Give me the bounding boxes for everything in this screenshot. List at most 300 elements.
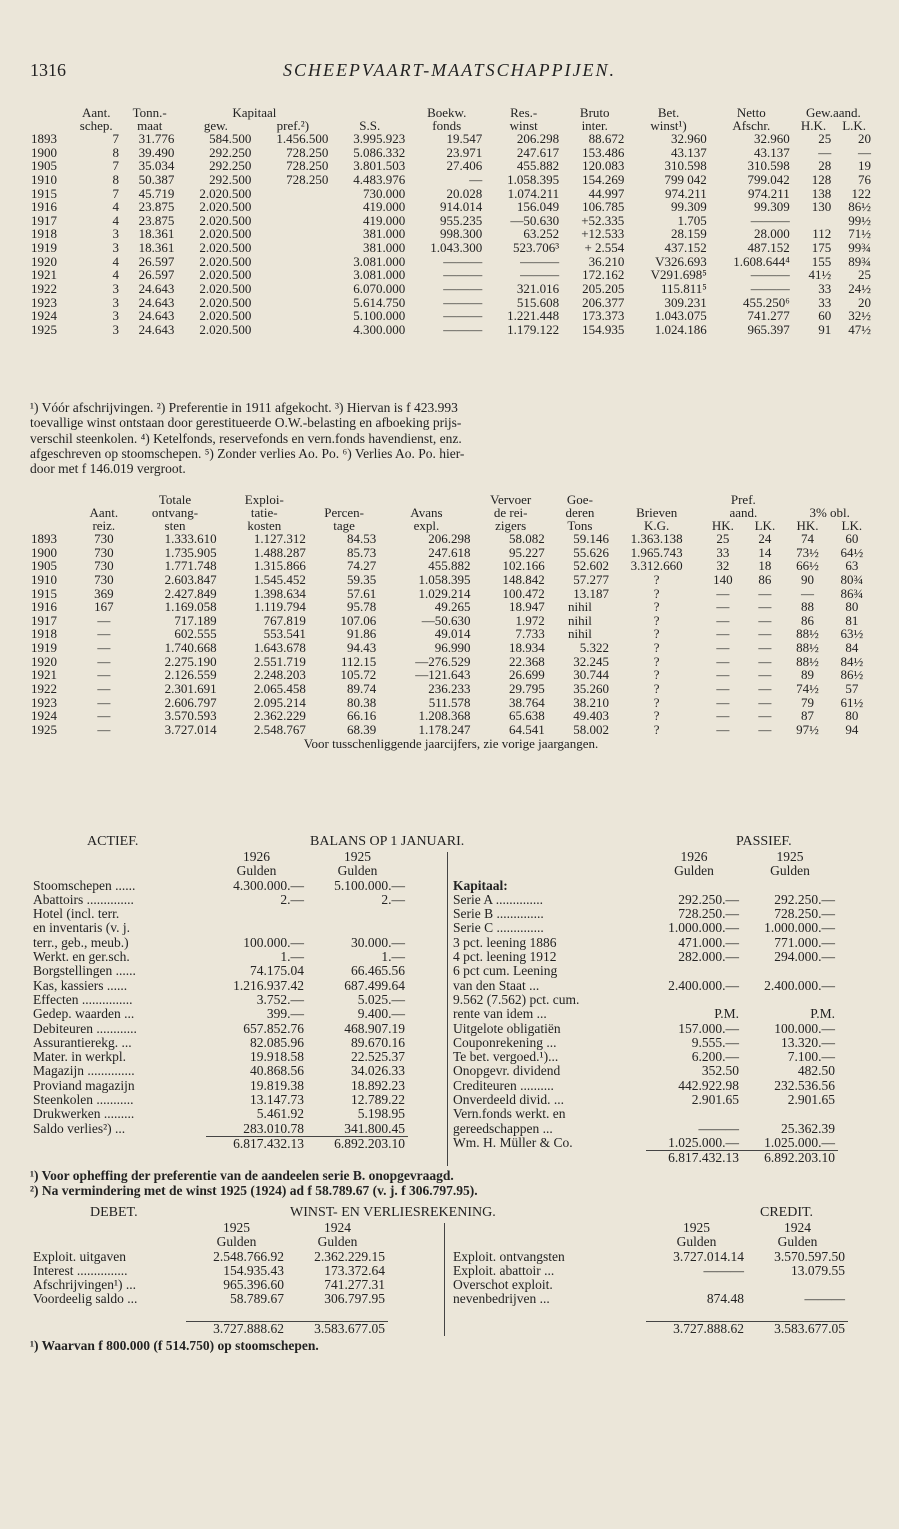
table-cell: 602.555 [174,626,217,642]
ledger-amount: 58.789.67 [230,1291,284,1307]
row-year: 1910 [31,171,57,187]
table-cell: —50.630 [421,612,471,628]
column-header: pref.²) [276,118,310,133]
ledger-row [30,879,408,893]
spacer [30,1235,186,1249]
table-cell: 79 [801,694,814,710]
table-cell: 26.699 [509,667,545,683]
table-cell: 730 [94,544,114,560]
spacer [450,1235,646,1249]
ledger-label: Exploit. ontvangsten [453,1248,565,1264]
ledger-amount: P.M. [810,1006,835,1022]
table-cell: 2.301.691 [164,681,217,697]
table-cell: 14 [758,544,772,560]
ledger-row [450,1107,838,1121]
ledger-amount: 40.868.56 [250,1063,304,1079]
table-cell: 2.020.500 [199,267,252,283]
table-cell: — [469,171,483,187]
ledger-amount: 5.461.92 [256,1106,304,1122]
ledger-amount: 283.010.78 [243,1120,304,1136]
table-cell: — [716,694,730,710]
ledger-label: Magazijn .............. [33,1063,135,1079]
table-cell: 799.042 [747,171,790,187]
table-cell: 13.187 [573,585,610,601]
table-cell: 148.842 [502,571,545,587]
table-cell: + 2.554 [584,240,625,256]
table-cell: 154.269 [582,171,625,187]
table-cell: — [716,585,730,601]
table-cell: 49.265 [434,599,471,615]
table-cell: 730 [94,531,114,546]
table-cell: 88½ [796,640,819,656]
table-cell: 2.548.767 [253,721,306,737]
ledger-label: terr., geb., meub.) [33,934,129,950]
table-cell: 89¾ [848,253,871,269]
table-cell: 97½ [796,721,819,737]
ledger-row [450,964,838,978]
ledger-label: Serie B .............. [453,906,544,922]
ledger-row [30,1107,408,1121]
row-year: 1920 [31,253,57,269]
ledger-row [30,1250,388,1264]
ledger-amount [307,921,408,935]
table-cell: 321.016 [516,281,560,297]
ledger-row [450,1050,838,1064]
table-row [28,627,874,641]
table-cell: 1.221.448 [507,308,560,324]
table-cell: 59.146 [573,531,610,546]
table-cell: 455.882 [428,558,471,574]
table-cell: 292.250 [209,158,252,174]
table-cell: 175 [811,240,832,256]
row-year: 1917 [31,212,57,228]
table-cell: 1.208.368 [418,708,471,724]
table-cell: 24 [758,531,772,546]
table-cell: 728.250 [286,158,329,174]
table-cell: 5.322 [579,640,610,656]
table-cell: 122 [851,185,871,201]
table-cell: — [758,626,772,642]
ledger-amount: 13.079.55 [791,1262,845,1278]
table-cell: 28.000 [754,226,790,242]
ledger-row [30,1036,408,1050]
ledger-label: Stoomschepen ...... [33,877,136,893]
column-header: expl. [413,518,440,533]
ledger-label: Drukwerken ......... [33,1106,135,1122]
table-cell: ? [653,653,660,669]
column-header: kosten [247,518,282,533]
table-cell: — [716,708,730,724]
table-row [28,214,874,228]
table-cell: — [801,585,814,601]
table-cell: — [716,640,730,656]
table-cell: 44.997 [588,185,625,201]
currency-header: Gulden [777,1234,818,1250]
table-cell: 437.152 [664,240,707,256]
column-header: Bet. [657,105,680,120]
table-cell: 2.020.500 [199,253,252,269]
total-amount: 6.892.203.10 [742,1151,838,1166]
table-cell: 3.081.000 [353,267,406,283]
table-cell: 5.100.000 [353,308,406,324]
column-header: L.K. [842,118,867,133]
column-header: reiz. [92,518,116,533]
table-cell: 33 [716,544,730,560]
table-cell: 65.638 [509,708,545,724]
table-cell: — [758,640,772,656]
ledger-amount: 4.300.000.— [233,877,304,893]
balans-actief-heading: ACTIEF. [87,834,139,849]
table-cell: 105.72 [340,667,377,683]
table-cell: 173.373 [582,308,625,324]
table-cell: 47½ [848,321,871,337]
table-cell: 45.719 [138,185,175,201]
table-cell: 974.211 [665,185,707,201]
winst-credit-table [450,1221,848,1336]
table-cell: — [716,626,730,642]
table-cell: 7.733 [515,626,545,642]
table-cell: 57.61 [347,585,377,601]
ledger-amount: 154.935.43 [223,1262,284,1278]
ledger-label: Onopgevr. dividend [453,1063,561,1079]
footnote-line: ²) Na vermindering met de winst 1925 (1924) ad f 58.789.67 (v. j. f 306.797.95). [30,1183,478,1199]
table-cell: ——— [750,281,790,297]
column-header: sten [164,518,186,533]
table-row [28,309,874,323]
table-cell: 76 [858,171,871,187]
table-cell: 419.000 [363,199,406,215]
ledger-amount [742,993,838,1007]
ledger-row [450,1064,838,1078]
ledger-label: Vern.fonds werkt. en [453,1106,566,1122]
table-cell: 4 [112,253,120,269]
row-year: 1919 [31,640,57,656]
table-cell: 3.801.503 [353,158,406,174]
table-cell: 206.298 [516,131,560,146]
spacer [30,1307,388,1322]
ledger-amount: 30.000.— [351,934,405,950]
table-cell: 26.597 [138,267,175,283]
table-cell [254,309,331,323]
ledger-amount: 341.800.45 [344,1120,405,1136]
table-cell: 32½ [848,308,871,324]
column-header: fonds [432,118,462,133]
ledger-label: Saldo verlies²) ... [33,1120,126,1136]
table-row [28,159,874,173]
table-cell: 20 [858,131,871,146]
table-cell: nihil [568,612,592,628]
ledger-amount: 1.025.000.— [764,1134,835,1150]
table-cell: ——— [443,321,483,337]
currency-header: Gulden [216,1234,257,1250]
table-cell: 57.277 [573,571,610,587]
table-cell: 128 [811,171,832,187]
table-cell: 717.189 [174,612,217,628]
table-cell: 4 [112,212,120,228]
column-header: HK. [796,518,819,533]
table-row [28,614,874,628]
total-amount: 3.727.888.62 [186,1321,287,1336]
ledger-row [450,1292,848,1306]
table-cell [254,268,331,282]
table-cell: 23.875 [138,212,175,228]
row-year: 1905 [31,158,57,174]
ledger-label: Voordeelig saldo ... [33,1291,138,1307]
table-cell: 1.169.058 [164,599,217,615]
year-header: 1924 [324,1220,351,1235]
ledger-amount: 22.525.37 [351,1049,405,1065]
ledger-amount: 282.000.— [678,949,739,965]
ledger-row [30,1264,388,1278]
table-cell: 511.578 [428,694,471,710]
table-cell [254,200,331,214]
ledger-row [450,1079,838,1093]
table-cell: 1.058.395 [507,171,560,187]
ledger-amount: 471.000.— [678,934,739,950]
table-cell: — [97,667,111,683]
table-cell: 1.119.794 [254,599,306,615]
column-header: winst [509,118,538,133]
table-cell: 88½ [796,626,819,642]
ledger-row [30,1079,408,1093]
table-cell: nihil [568,626,592,642]
table-cell: 998.300 [439,226,483,242]
table-cell: 96.990 [434,640,471,656]
table-cell: 18.934 [509,640,545,656]
winst-title: WINST- EN VERLIESREKENING. [290,1205,496,1220]
column-header [28,493,77,506]
total-amount: 3.583.677.05 [747,1321,848,1336]
table-cell: 309.231 [664,294,707,310]
column-header: maat [137,118,163,133]
table-cell: 369 [94,585,114,601]
row-year: 1916 [31,199,57,215]
spacer [450,1307,848,1322]
column-header: Afschr. [732,118,771,133]
table-cell: 32 [716,558,730,574]
table-cell: — [758,721,772,737]
table-cell: V291.698⁵ [650,267,707,283]
table-cell: 741.277 [747,308,790,324]
column-header: Pref. [730,492,756,507]
table-cell: — [716,721,730,737]
table-cell: 292.500 [209,171,252,187]
table-cell: 167 [94,599,114,615]
ledger-amount: P.M. [714,1006,739,1022]
column-header: Percen- [324,505,364,520]
ledger-amount: 1.— [381,949,405,965]
year-header: 1926 [243,849,270,864]
table-cell: 18 [758,558,772,574]
table-cell: 100.472 [502,585,545,601]
column-header: de rei- [493,505,528,520]
ledger-amount: 89.670.16 [351,1034,405,1050]
table-cell: 32.245 [573,653,610,669]
table-cell: — [758,681,772,697]
table-cell: 24.643 [138,321,175,337]
table-cell: 102.166 [502,558,545,574]
table-cell: — [758,599,772,615]
ledger-amount: ——— [804,1291,845,1307]
footnote-line: verschil steenkolen. ⁴) Ketelfonds, reservefonds en vern.fonds havendienst, enz. [30,430,462,446]
table-cell: 3.312.660 [630,558,683,574]
table-cell: 419.000 [363,212,406,228]
ledger-amount: 5.025.— [357,991,405,1007]
column-header: Vervoer [490,492,532,507]
totals-row [450,1321,848,1336]
table-cell: 3 [112,294,120,310]
table-cell: 236.233 [428,681,471,697]
table-cell: 6.070.000 [353,281,406,297]
table-cell: 66½ [796,558,819,574]
table-cell: 7 [112,131,120,146]
table-cell: 2.603.847 [164,571,217,587]
table-cell: 172.162 [582,267,625,283]
table-cell: — [758,694,772,710]
winst-divider [444,1223,445,1336]
ledger-label: Borgstellingen ...... [33,963,136,979]
column-header: Tons [567,518,593,533]
ledger-label: 6 pct cum. Leening [453,963,558,979]
table-cell [254,214,331,228]
footnote-line: ¹) Vóór afschrijvingen. ²) Preferentie in 1911 afgekocht. ³) Hiervan is f 423.993 [30,400,458,415]
table-cell: 728.250 [286,144,329,160]
ledger-row [30,1007,408,1021]
row-year: 1919 [31,240,57,256]
row-year: 1925 [31,721,57,737]
table-cell: ——— [520,267,560,283]
table-cell: 3 [112,240,120,256]
balans-passief-table [450,850,838,1166]
table-cell: 20.028 [446,185,483,201]
table-cell: 4.483.976 [353,171,406,187]
column-header: 3% obl. [809,505,850,520]
spacer [30,1321,186,1336]
ledger-amount: 2.362.229.15 [314,1248,385,1264]
ledger-label: rente van idem ... [453,1006,547,1022]
table-cell: 86 [758,571,772,587]
column-header: Aant. [81,105,111,120]
column-header: schep. [79,118,113,133]
column-header: LK. [841,518,863,533]
table-cell: 85.73 [347,544,377,560]
row-year: 1905 [31,558,57,574]
column-header: Tonn.- [132,105,167,120]
column-header: ontvang- [151,505,199,520]
table-cell: ? [653,571,660,587]
ledger-amount: 741.277.31 [324,1277,385,1293]
table-cell: 30.744 [573,667,610,683]
table2-footer: Voor tusschenliggende jaarcijfers, zie vorige jaargangen. [303,735,599,751]
column-header: H.K. [800,118,827,133]
table-cell: 1.545.452 [253,571,306,587]
ledger-row [450,879,838,893]
table-cell: 63 [845,558,859,574]
column-header [28,506,77,519]
table-cell: 84½ [840,653,864,669]
ledger-amount [206,921,307,935]
column-header: HK. [711,518,734,533]
table-cell: 1.029.214 [418,585,471,601]
table-cell: ? [653,681,660,697]
table-cell: 94.43 [347,640,377,656]
table-cell: 1.058.395 [418,571,471,587]
table-cell: 455.882 [516,158,560,174]
table-cell [254,241,331,255]
table-cell: 28 [818,158,832,174]
table-cell: 19 [858,158,871,174]
table-cell: ? [653,708,660,724]
table-cell: — [97,681,111,697]
currency-header: Gulden [317,1234,358,1250]
table-cell: 730 [94,558,114,574]
table-cell: 1.178.247 [418,721,471,737]
table-row [28,282,874,296]
table-cell: ? [653,612,660,628]
balans-actief-table [30,850,408,1151]
table-cell: 155 [811,253,832,269]
column-header: zigers [495,518,527,533]
column-header: Res.- [510,105,538,120]
ledger-label: Steenkolen ........... [33,1092,134,1108]
table-cell: 3.995.923 [353,131,406,146]
ledger-label: en inventaris (v. j. [33,920,130,936]
table-cell: —121.643 [415,667,471,683]
table-cell: 205.205 [582,281,625,297]
ledger-row [450,979,838,993]
table-cell: 88½ [796,653,819,669]
table-cell: 29.795 [509,681,545,697]
table-cell: 156.049 [516,199,560,215]
table-cell: 22.368 [509,653,545,669]
column-header: Gew.aand. [806,105,861,120]
table-cell: 2.362.229 [253,708,306,724]
table-cell [254,282,331,296]
table-cell: 63½ [840,626,864,642]
table-cell: — [97,708,111,724]
ledger-amount: 728.250.— [678,906,739,922]
table-cell: ? [653,694,660,710]
table-cell: 487.152 [747,240,790,256]
ledger-amount: 12.789.22 [351,1092,405,1108]
table-cell: 106.785 [582,199,625,215]
table-cell: 80 [845,599,859,615]
table-cell: 58.002 [573,721,610,737]
ledger-label: gereedschappen ... [453,1120,553,1136]
table-cell: 95.227 [509,544,545,560]
ledger-row [450,1022,838,1036]
table-cell: 154.935 [582,321,625,337]
spacer [450,1151,646,1166]
balans-title: BALANS OP 1 JANUARI. [310,834,465,849]
table-cell: 1.705 [677,212,707,228]
table-cell: ? [653,599,660,615]
table-cell: 87 [801,708,814,724]
table-cell: 18.361 [138,226,175,242]
table-cell: 1.074.211 [507,185,560,201]
ledger-amount [747,1278,848,1292]
ledger-label: Gedep. waarden ... [33,1006,135,1022]
table-cell: 1.965.743 [630,544,683,560]
table-cell: 58.082 [509,531,545,546]
table-cell: +12.533 [581,226,625,242]
ledger-row [30,1022,408,1036]
ledger-amount [646,993,742,1007]
table-cell: 86½ [840,667,864,683]
winst-note: ¹) Waarvan f 800.000 (f 514.750) op stoomschepen. [30,1338,319,1353]
table-row [28,600,874,614]
ledger-label: Kapitaal: [453,877,508,893]
